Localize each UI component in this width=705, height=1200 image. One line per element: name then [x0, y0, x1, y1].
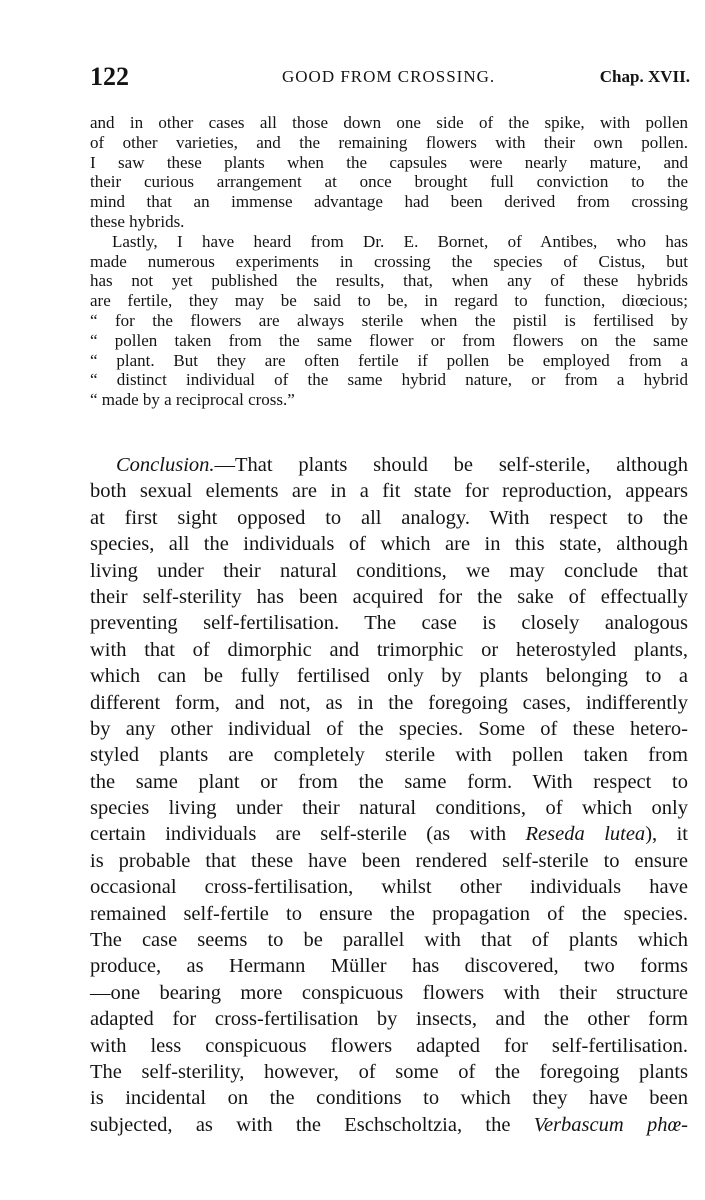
page-number: 122	[90, 62, 129, 91]
text-line: I saw these plants when the capsules were nearly mature, and	[90, 152, 688, 172]
text-line: Lastly, I have heard from Dr. E. Bornet, of Antibes, who has	[112, 231, 688, 251]
text-line: by any other individual of the species. Some of these hetero-	[90, 717, 688, 740]
quoted-passage	[90, 113, 688, 410]
text-line: and in other cases all those down one side of the spike, with pollen	[90, 113, 688, 132]
text-run: subjected, as with the Eschscholtzia, the	[90, 1113, 534, 1136]
text-line: the same plant or from the same form. With respect to	[90, 770, 688, 793]
text-line: at first sight opposed to all analogy. With respect to the	[90, 506, 688, 529]
text-line: with less conspicuous flowers adapted for self-fertilisation.	[90, 1034, 688, 1057]
conclusion-heading: Conclusion.	[116, 454, 215, 476]
text-line: remained self-fertile to ensure the propagation of the species.	[90, 902, 688, 925]
text-line: made numerous experiments in crossing the species of Cistus, but	[90, 251, 688, 271]
text-line: has not yet published the results, that, when any of these hybrids	[90, 271, 688, 291]
text-line: these hybrids.	[90, 211, 185, 231]
text-line: occasional cross-fertilisation, whilst other individuals have	[90, 876, 688, 899]
species-name: Reseda lutea	[525, 823, 646, 846]
text-line: species living under their natural conditions, of which only	[90, 797, 688, 820]
text-line: The case seems to be parallel with that of plants which	[90, 929, 688, 952]
text-line	[90, 1112, 688, 1138]
text-line: —one bearing more conspicuous flowers with their structure	[90, 981, 688, 1004]
text-line: is probable that these have been rendered self-sterile to ensure	[90, 849, 688, 872]
text-line: styled plants are completely sterile with pollen taken from	[90, 744, 688, 767]
chapter-label: Chap. XVII.	[599, 67, 690, 86]
text-line: is incidental on the conditions to which they have been	[90, 1087, 688, 1110]
text-line: mind that an immense advantage had been derived from crossing	[90, 192, 688, 212]
text-line: adapted for cross-fertilisation by insects, and the other form	[90, 1008, 688, 1031]
text-line	[90, 821, 688, 847]
text-line: The self-sterility, however, of some of the foregoing plants	[90, 1060, 688, 1083]
text-line: species, all the individuals of which are in this state, although	[90, 533, 688, 556]
text-line: are fertile, they may be said to be, in regard to function, diœcious;	[90, 291, 688, 311]
text-line: with that of dimorphic and trimorphic or heterostyled plants,	[90, 638, 688, 661]
text-line: “ made by a reciprocal cross.”	[90, 390, 295, 410]
text-line: both sexual elements are in a fit state for reproduction, appears	[90, 480, 688, 503]
text-line: different form, and not, as in the foregoing cases, indifferently	[90, 691, 688, 714]
text-run: ), it	[645, 823, 688, 846]
text-line: “ plant. But they are often fertile if pollen be employed from a	[90, 350, 688, 370]
running-title: GOOD FROM CROSSING.	[282, 67, 496, 86]
species-name: Verbascum phœ-	[533, 1113, 688, 1136]
page-header	[90, 62, 690, 96]
text-line: of other varieties, and the remaining flowers with their own pollen.	[90, 132, 688, 152]
text-line: which can be fully fertilised only by plants belonging to a	[90, 665, 688, 688]
text-line: produce, as Hermann Müller has discovered, two forms	[90, 955, 688, 978]
text-line: living under their natural conditions, we may conclude that	[90, 559, 688, 582]
text-line: their curious arrangement at once brought full conviction to the	[90, 172, 688, 192]
text-line	[90, 452, 688, 478]
text-run: —That plants should be self-sterile, although	[214, 454, 688, 476]
text-line: their self-sterility has been acquired for the sake of effectually	[90, 585, 688, 608]
conclusion-paragraph	[90, 452, 688, 1138]
text-line: “ for the flowers are always sterile when the pistil is fertilised by	[90, 310, 688, 330]
text-line: preventing self-fertilisation. The case is closely analogous	[90, 612, 688, 635]
text-line: “ pollen taken from the same flower or from flowers on the same	[90, 330, 688, 350]
text-line: “ distinct individual of the same hybrid nature, or from a hybrid	[90, 370, 688, 390]
text-run: certain individuals are self-sterile (as with	[90, 823, 526, 846]
